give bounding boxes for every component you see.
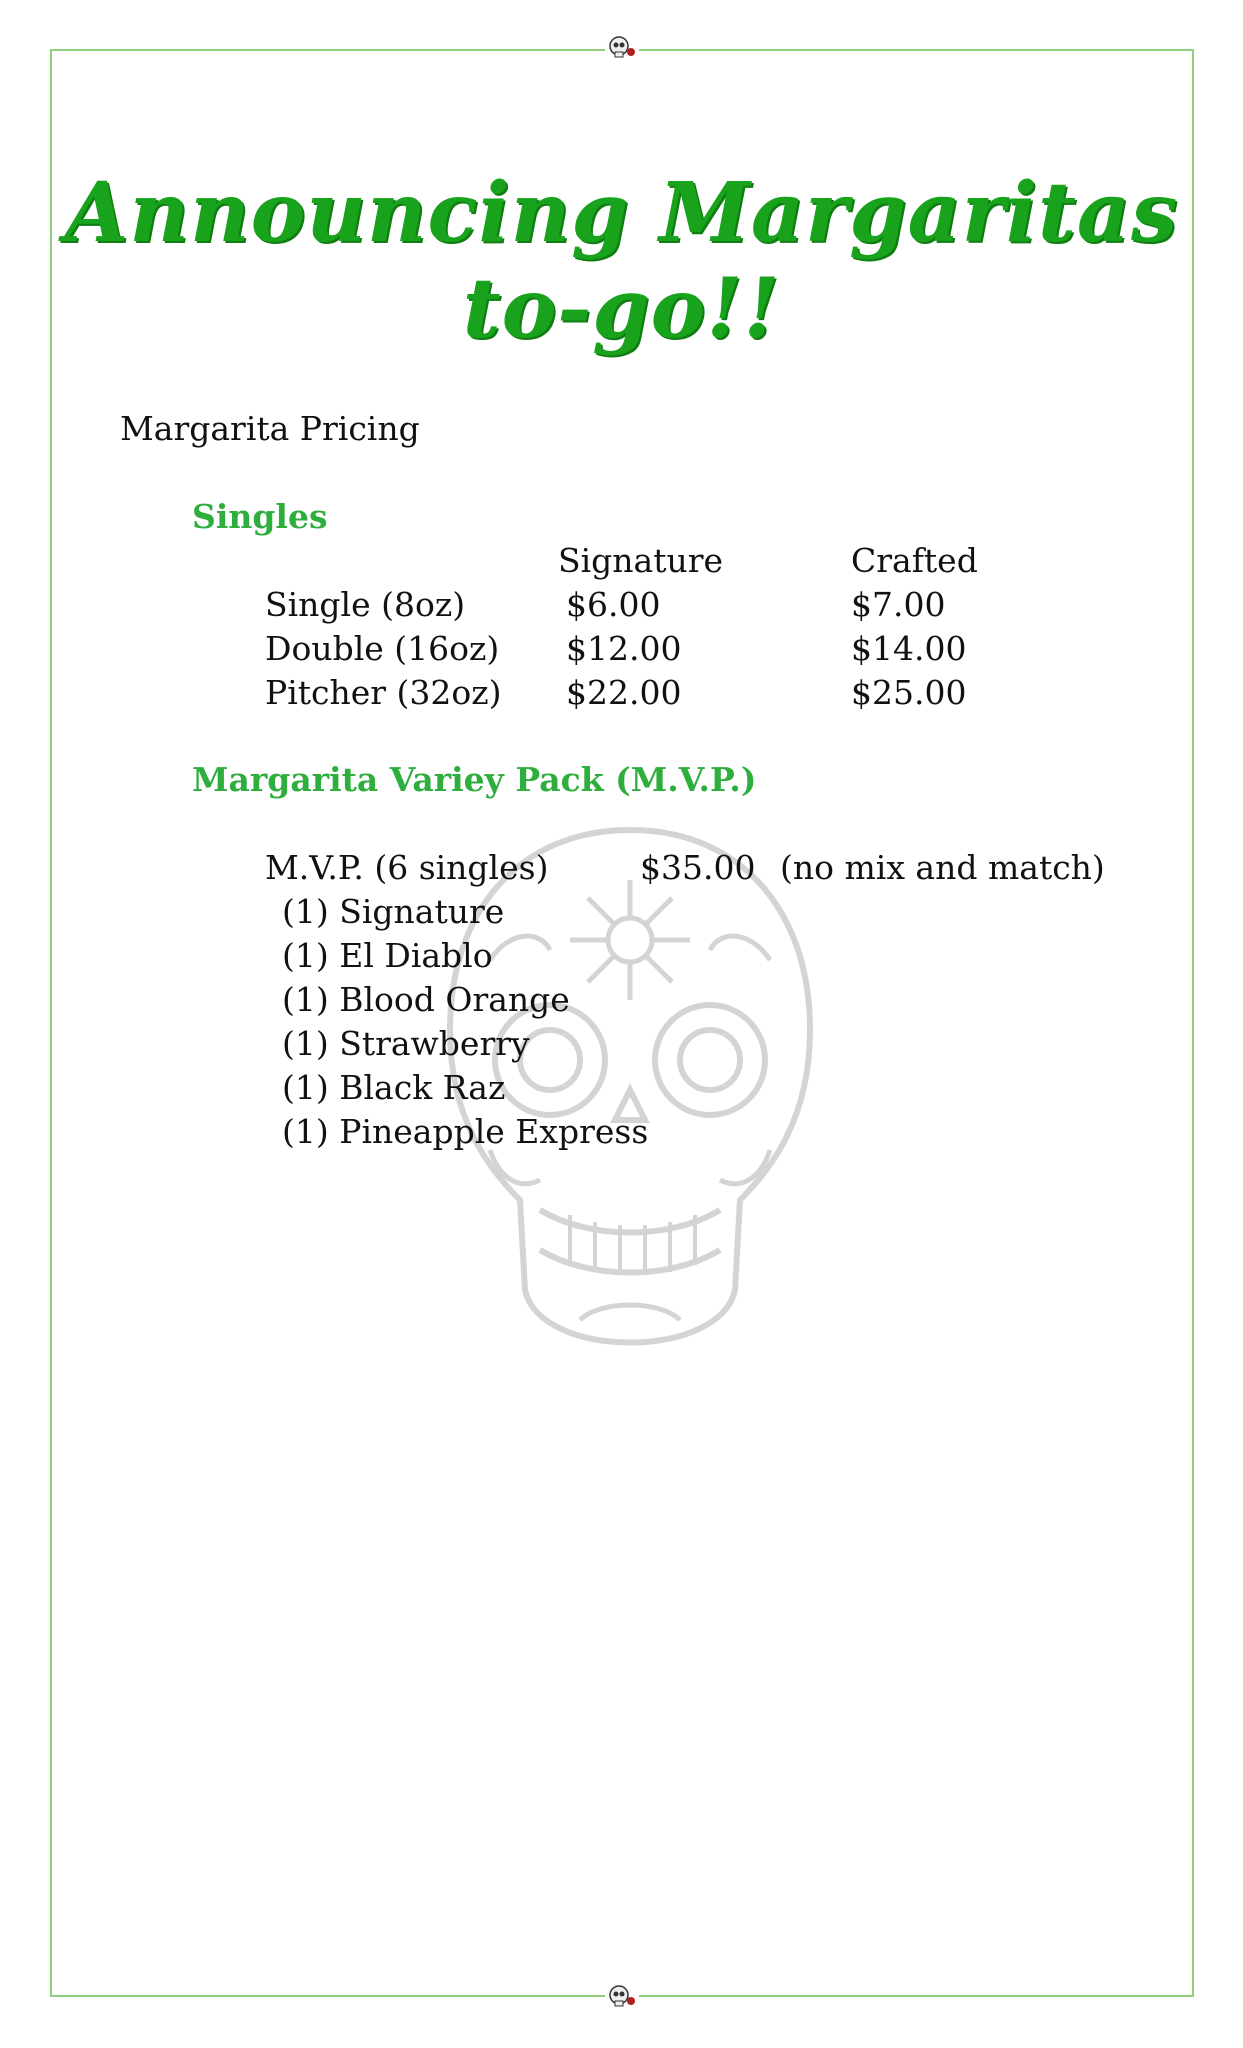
signature-price: $12.00	[566, 629, 682, 668]
skull-rose-icon	[605, 1982, 639, 2012]
singles-heading: Singles	[192, 497, 328, 536]
crafted-price: $7.00	[851, 585, 946, 624]
variety-pack-name: M.V.P. (6 singles)	[265, 848, 549, 887]
page-title: Announcing Margaritas to-go!!	[64, 165, 1179, 357]
variety-pack-row	[265, 846, 1165, 890]
column-header-crafted: Crafted	[851, 541, 978, 580]
flavor-item: (1) Strawberry	[282, 1024, 530, 1063]
price-row	[265, 583, 1065, 627]
crafted-price: $25.00	[851, 673, 967, 712]
variety-pack-price: $35.00	[640, 848, 756, 887]
flavor-item: (1) Signature	[282, 892, 505, 931]
size-name: Pitcher (32oz)	[265, 673, 502, 712]
signature-price: $6.00	[566, 585, 661, 624]
size-name: Double (16oz)	[265, 629, 500, 668]
signature-price: $22.00	[566, 673, 682, 712]
column-header-signature: Signature	[558, 541, 724, 580]
flavor-list	[282, 890, 648, 1154]
price-row	[265, 671, 1065, 715]
flavor-item: (1) Black Raz	[282, 1068, 506, 1107]
price-row	[265, 627, 1065, 671]
variety-pack-heading: Margarita Variey Pack (M.V.P.)	[192, 760, 757, 799]
skull-rose-icon	[605, 33, 639, 63]
size-name: Single (8oz)	[265, 585, 466, 624]
flavor-item: (1) El Diablo	[282, 936, 493, 975]
flavor-item: (1) Blood Orange	[282, 980, 570, 1019]
variety-pack-note: (no mix and match)	[780, 848, 1105, 887]
crafted-price: $14.00	[851, 629, 967, 668]
section-title: Margarita Pricing	[120, 409, 420, 448]
flavor-item: (1) Pineapple Express	[282, 1112, 649, 1151]
